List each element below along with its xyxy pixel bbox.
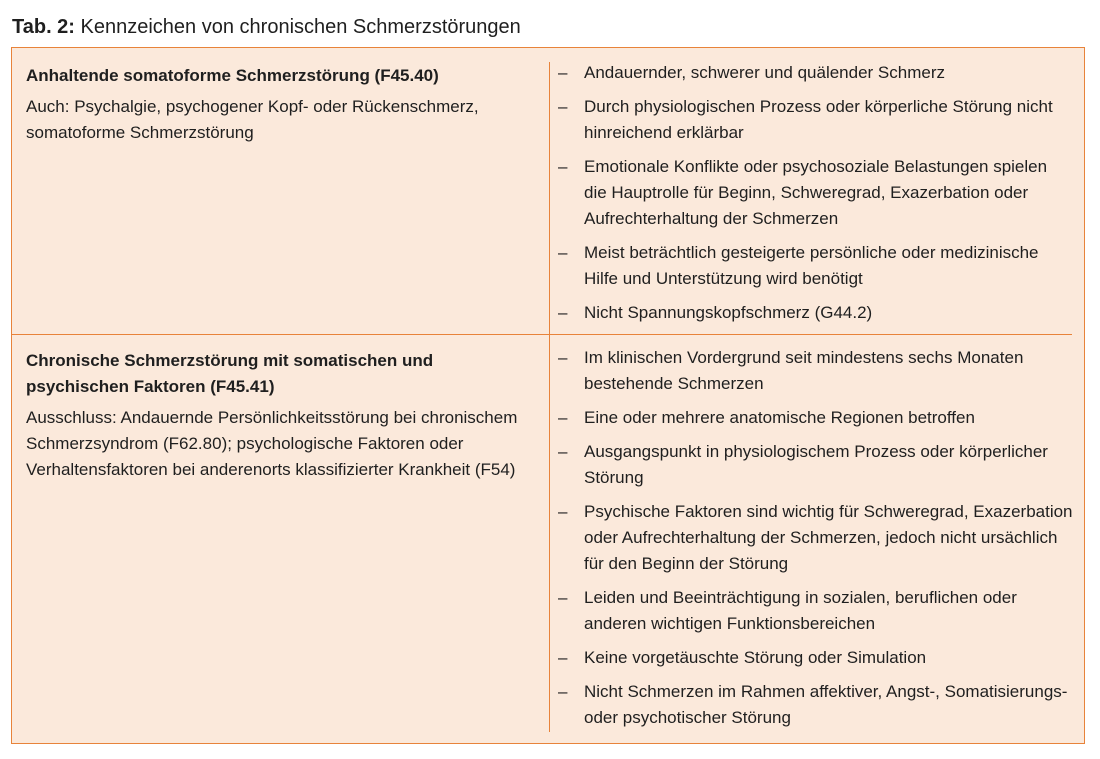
dash-bullet: – [558, 502, 568, 521]
dash-bullet: – [558, 348, 568, 367]
list-item-text: Nicht Schmerzen im Rahmen affektiver, Angst-, Somatisierungs- oder psychotischer Störung [584, 682, 1068, 727]
dash-bullet: – [558, 63, 568, 82]
list-item-text: Eine oder mehrere anatomische Regionen betroffen [584, 408, 975, 427]
column-divider [549, 62, 550, 732]
list-item-text: Ausgangspunkt in physiologischem Prozess oder körperlicher Störung [584, 442, 1048, 487]
list-item-text: Im klinischen Vordergrund seit mindestens sechs Monaten bestehende Schmerzen [584, 348, 1024, 393]
dash-bullet: – [558, 157, 568, 176]
list-item [558, 679, 1073, 731]
dash-bullet: – [558, 303, 568, 322]
list-item [558, 60, 1073, 86]
dash-bullet: – [558, 243, 568, 262]
list-item-text: Keine vorgetäuschte Störung oder Simulation [584, 648, 927, 667]
list-item [558, 499, 1073, 577]
list-item-text: Durch physiologischen Prozess oder körperliche Störung nicht hinreichend erklärbar [584, 97, 1053, 142]
dash-bullet: – [558, 408, 568, 427]
list-item [558, 154, 1073, 232]
dash-bullet: – [558, 442, 568, 461]
dash-bullet: – [558, 97, 568, 116]
row-1-title: Anhaltende somatoforme Schmerzstörung (F45.40) [26, 66, 439, 85]
dash-bullet: – [558, 682, 568, 701]
row-2-criteria-list [558, 345, 1073, 739]
list-item-text: Psychische Faktoren sind wichtig für Schweregrad, Exazerbation oder Aufrechterhaltung der Schmerzen, jedoch nicht ursächlich für den Beginn der Störung [584, 502, 1073, 573]
list-item [558, 240, 1073, 292]
row-2-left-cell [26, 348, 536, 483]
row-divider [12, 334, 1072, 335]
table-caption [12, 14, 521, 40]
row-1-left-cell [26, 63, 536, 146]
list-item [558, 645, 1073, 671]
pain-disorder-table [11, 47, 1085, 744]
list-item-text: Andauernder, schwerer und quälender Schmerz [584, 63, 945, 82]
list-item [558, 585, 1073, 637]
dash-bullet: – [558, 588, 568, 607]
row-1-note: Auch: Psychalgie, psychogener Kopf- oder Rückenschmerz, somatoforme Schmerzstörung [26, 97, 479, 142]
list-item-text: Meist beträchtlich gesteigerte persönliche oder medizinische Hilfe und Unterstützung wird benötigt [584, 243, 1039, 288]
row-2-title: Chronische Schmerzstörung mit somatischen und psychischen Faktoren (F45.41) [26, 351, 434, 396]
list-item [558, 345, 1073, 397]
list-item-text: Emotionale Konflikte oder psychosoziale Belastungen spielen die Hauptrolle für Beginn, Schweregrad, Exazerbation oder Aufrechterhaltung der Schmerzen [584, 157, 1048, 228]
table-caption-title: Kennzeichen von chronischen Schmerzstörungen [80, 16, 521, 38]
list-item [558, 94, 1073, 146]
dash-bullet: – [558, 648, 568, 667]
table-caption-label: Tab. 2: [12, 16, 75, 38]
list-item-text: Nicht Spannungskopfschmerz (G44.2) [584, 303, 873, 322]
row-2-note: Ausschluss: Andauernde Persönlichkeitsstörung bei chronischem Schmerzsyndrom (F62.80); psychologische Faktoren oder Verhaltensfaktoren bei anderenorts klassifizierter Krankheit (F54) [26, 408, 518, 479]
list-item [558, 300, 1073, 326]
list-item [558, 405, 1073, 431]
list-item-text: Leiden und Beeinträchtigung in sozialen, beruflichen oder anderen wichtigen Funktionsbereichen [584, 588, 1017, 633]
row-1-criteria-list [558, 60, 1073, 334]
list-item [558, 439, 1073, 491]
